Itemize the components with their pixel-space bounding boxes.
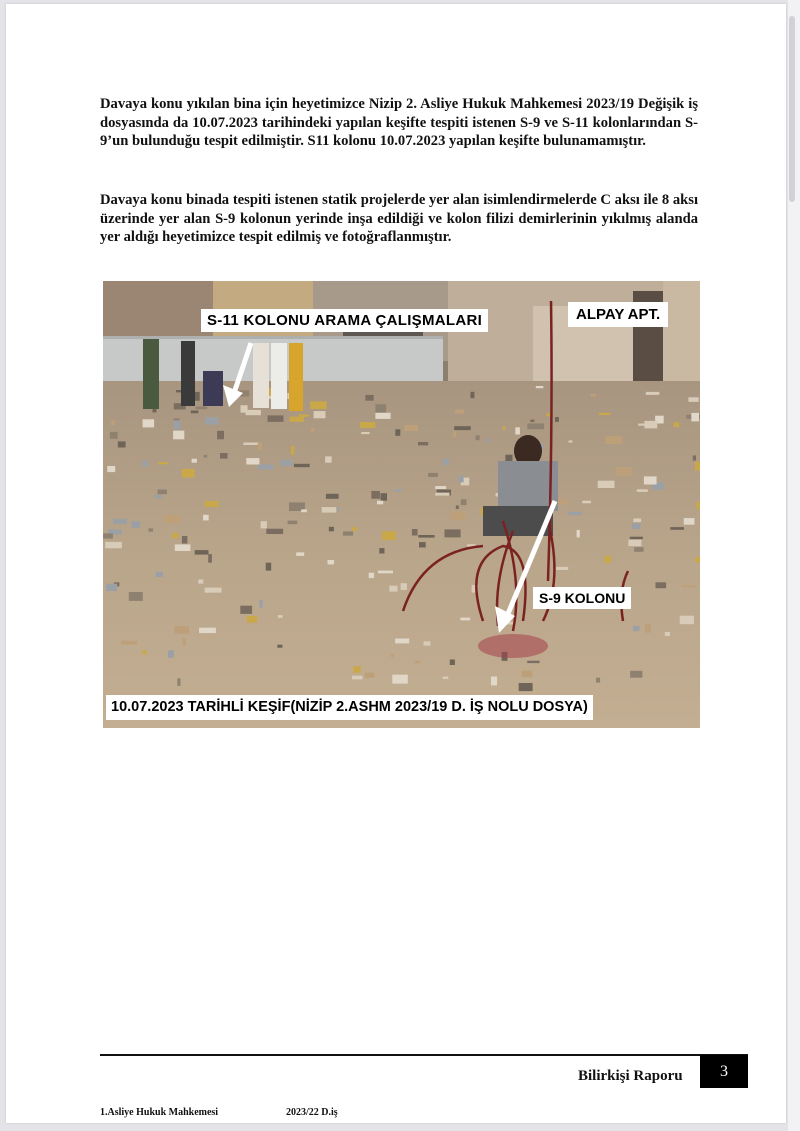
debris-piece — [412, 529, 418, 536]
debris-piece — [695, 557, 700, 563]
debris-piece — [360, 422, 376, 428]
red-paint-mark — [478, 634, 548, 658]
debris-piece — [382, 531, 396, 540]
footer-divider — [100, 1054, 748, 1056]
debris-piece — [174, 626, 189, 634]
building-label: ALPAY APT. — [568, 302, 668, 327]
page-number: 3 — [700, 1055, 748, 1088]
debris-piece — [375, 413, 390, 419]
debris-piece — [113, 519, 127, 524]
s11-search-label: S-11 KOLONU ARAMA ÇALIŞMALARI — [201, 309, 488, 332]
debris-piece — [243, 443, 259, 446]
debris-piece — [107, 466, 115, 472]
debris-piece — [103, 533, 113, 538]
debris-piece — [598, 481, 615, 488]
debris-piece — [604, 556, 611, 563]
case-number: 2023/22 D.iş — [286, 1107, 338, 1118]
debris-piece — [569, 512, 582, 515]
debris-piece — [173, 431, 184, 440]
debris-piece — [503, 426, 506, 429]
debris-piece — [632, 524, 641, 530]
debris-piece — [352, 676, 363, 680]
debris-piece — [665, 632, 670, 636]
debris-piece — [290, 417, 304, 422]
debris-piece — [445, 529, 461, 537]
debris-piece — [217, 431, 224, 440]
court-name: 1.Asliye Hukuk Mahkemesi — [100, 1107, 219, 1118]
debris-piece — [691, 413, 699, 422]
photo-scene — [103, 281, 700, 728]
debris-piece — [638, 424, 645, 426]
debris-piece — [461, 499, 467, 505]
photo-caption: 10.07.2023 TARİHLİ KEŞİF(NİZİP 2.ASHM 2023/19 D. İŞ NOLU DOSYA) — [106, 695, 593, 720]
debris-piece — [418, 535, 434, 538]
debris-piece — [322, 507, 337, 512]
debris-piece — [352, 527, 357, 531]
debris-piece — [246, 410, 261, 415]
debris-piece — [656, 582, 667, 588]
debris-piece — [195, 550, 209, 555]
debris-piece — [121, 641, 137, 645]
inspection-photo — [103, 281, 700, 728]
debris-piece — [182, 536, 188, 544]
debris-piece — [633, 626, 640, 631]
debris-piece — [325, 456, 332, 462]
debris-piece — [590, 394, 596, 397]
debris-piece — [291, 446, 294, 455]
debris-piece — [365, 673, 375, 678]
debris-piece — [395, 639, 409, 644]
debris-piece — [158, 462, 168, 464]
debris-piece — [418, 442, 428, 445]
debris-piece — [414, 661, 420, 664]
debris-piece — [266, 529, 283, 534]
debris-piece — [301, 509, 307, 512]
debris-piece — [118, 441, 126, 447]
debris-piece — [556, 567, 568, 570]
debris-piece — [199, 628, 216, 633]
debris-piece — [336, 508, 339, 511]
debris-piece — [378, 571, 393, 574]
body-paragraph-1: Davaya konu yıkılan bina için heyetimizce Nizip 2. Asliye Hukuk Mahkemesi 2023/19 Değişik iş dosyasında da 10.07.2023 tarihindeki yapılan keşifte tespiti istenen S-9 ve S-11 kolonlarından S-9’un bulunduğu tespit edilmiştir. S11 kolonu 10.07.2023 yapılan keşifte bulunamamıştır. — [100, 96, 698, 149]
debris-piece — [311, 428, 314, 432]
s9-column-label: S-9 KOLONU — [533, 587, 631, 609]
debris-piece — [456, 505, 459, 509]
debris-piece — [405, 425, 419, 431]
debris-piece — [198, 579, 203, 583]
debris-piece — [530, 420, 534, 422]
debris-piece — [175, 544, 191, 551]
debris-piece — [299, 414, 309, 417]
debris-piece — [329, 527, 334, 532]
debris-piece — [536, 386, 544, 388]
debris-piece — [460, 618, 470, 621]
debris-piece — [375, 404, 386, 412]
debris-piece — [630, 537, 643, 539]
debris-piece — [555, 417, 559, 422]
debris-piece — [268, 415, 284, 422]
report-title: Bilirkişi Raporu — [578, 1068, 683, 1084]
debris-piece — [435, 486, 446, 489]
debris-piece — [674, 422, 680, 427]
debris-piece — [450, 660, 455, 666]
body-paragraph-2: Davaya konu binada tespiti istenen statik projelerde yer alan isimlendirmelerde C aksı ile 8 aksı üzerinde yer alan S-9 kolonun yerinde inşa edildiği ve kolon filizi demirlerinin yıkılmış alanda yer aldığı heyetimizce tespit edilmiş ve fotoğraflanmıştır. — [100, 192, 698, 245]
debris-piece — [310, 401, 327, 409]
debris-piece — [371, 491, 380, 499]
debris-piece — [697, 502, 700, 510]
debris-piece — [353, 666, 360, 673]
debris-piece — [646, 392, 660, 395]
debris-piece — [196, 407, 207, 410]
debris-piece — [142, 650, 146, 655]
debris-piece — [164, 515, 180, 523]
debris-piece — [191, 411, 199, 414]
debris-piece — [158, 490, 167, 495]
debris-piece — [451, 512, 465, 520]
debris-piece — [491, 677, 497, 686]
debris-piece — [395, 429, 400, 436]
debris-piece — [278, 615, 283, 618]
debris-piece — [428, 473, 438, 477]
debris-piece — [377, 501, 383, 505]
debris-piece — [205, 417, 219, 424]
debris-piece — [435, 493, 449, 496]
debris-piece — [455, 410, 464, 414]
debris-piece — [258, 443, 263, 450]
debris-piece — [258, 465, 274, 470]
debris-piece — [688, 397, 698, 402]
debris-piece — [205, 501, 219, 507]
debris-piece — [183, 638, 186, 645]
debris-piece — [596, 678, 600, 683]
debris-piece — [203, 515, 209, 521]
debris-piece — [241, 405, 248, 413]
debris-piece — [129, 592, 143, 601]
debris-piece — [326, 494, 339, 499]
debris-piece — [569, 440, 573, 442]
debris-piece — [644, 476, 657, 484]
debris-piece — [177, 678, 180, 686]
debris-piece — [266, 563, 272, 571]
debris-piece — [630, 671, 642, 678]
debris-piece — [220, 453, 228, 459]
debris-piece — [182, 469, 195, 478]
debris-piece — [154, 495, 162, 498]
debris-piece — [443, 677, 449, 679]
debris-piece — [131, 521, 140, 528]
debris-piece — [476, 435, 480, 440]
debris-piece — [204, 455, 208, 458]
debris-piece — [143, 419, 155, 427]
debris-piece — [192, 459, 197, 463]
debris-piece — [424, 641, 431, 645]
debris-piece — [172, 533, 178, 538]
debris-piece — [314, 411, 326, 418]
debris-piece — [261, 521, 267, 528]
debris-piece — [644, 421, 657, 429]
debris-piece — [522, 671, 533, 678]
debris-piece — [527, 423, 544, 429]
debris-piece — [280, 460, 292, 466]
debris-piece — [389, 586, 397, 592]
debris-piece — [680, 616, 694, 625]
debris-piece — [343, 531, 353, 535]
debris-piece — [616, 467, 633, 476]
debris-piece — [294, 464, 310, 467]
debris-piece — [391, 654, 394, 657]
debris-piece — [471, 392, 475, 398]
debris-piece — [208, 554, 212, 563]
debris-piece — [453, 431, 457, 437]
debris-piece — [454, 426, 471, 430]
debris-piece — [443, 459, 449, 465]
debris-piece — [381, 493, 388, 501]
debris-piece — [106, 584, 117, 591]
scrollbar-thumb[interactable] — [789, 16, 795, 202]
debris-piece — [156, 572, 163, 577]
debris-piece — [240, 606, 252, 614]
debris-piece — [637, 489, 648, 492]
debris-piece — [628, 540, 641, 546]
debris-piece — [328, 560, 335, 564]
debris-piece — [633, 518, 641, 522]
debris-piece — [693, 455, 696, 460]
debris-piece — [259, 600, 262, 608]
debris-piece — [684, 518, 695, 525]
debris-piece — [369, 573, 374, 578]
debris-piece — [527, 661, 539, 663]
debris-piece — [168, 650, 174, 657]
debris-piece — [153, 409, 157, 412]
debris-piece — [582, 501, 591, 504]
debris-piece — [682, 585, 697, 587]
debris-piece — [111, 420, 114, 425]
debris-piece — [515, 427, 520, 434]
debris-piece — [174, 421, 181, 430]
debris-piece — [247, 616, 258, 623]
debris-piece — [419, 542, 426, 547]
debris-piece — [288, 521, 298, 525]
debris-piece — [361, 432, 369, 434]
debris-piece — [645, 624, 651, 633]
debris-piece — [277, 645, 282, 648]
debris-piece — [205, 588, 222, 593]
debris-piece — [634, 547, 644, 552]
debris-piece — [149, 528, 154, 531]
debris-piece — [395, 489, 402, 492]
debris-piece — [577, 530, 580, 537]
debris-piece — [379, 548, 384, 553]
debris-piece — [143, 460, 148, 467]
debris-piece — [599, 413, 610, 415]
debris-piece — [105, 542, 122, 548]
debris-piece — [365, 395, 373, 401]
debris-piece — [401, 583, 407, 590]
debris-piece — [392, 675, 408, 684]
debris-piece — [110, 432, 118, 439]
debris-piece — [486, 439, 491, 442]
debris-piece — [296, 552, 304, 556]
debris-piece — [695, 462, 700, 471]
debris-piece — [246, 458, 259, 464]
debris-piece — [670, 527, 684, 530]
debris-piece — [459, 476, 464, 483]
debris-piece — [605, 436, 622, 444]
debris-piece — [519, 683, 533, 691]
